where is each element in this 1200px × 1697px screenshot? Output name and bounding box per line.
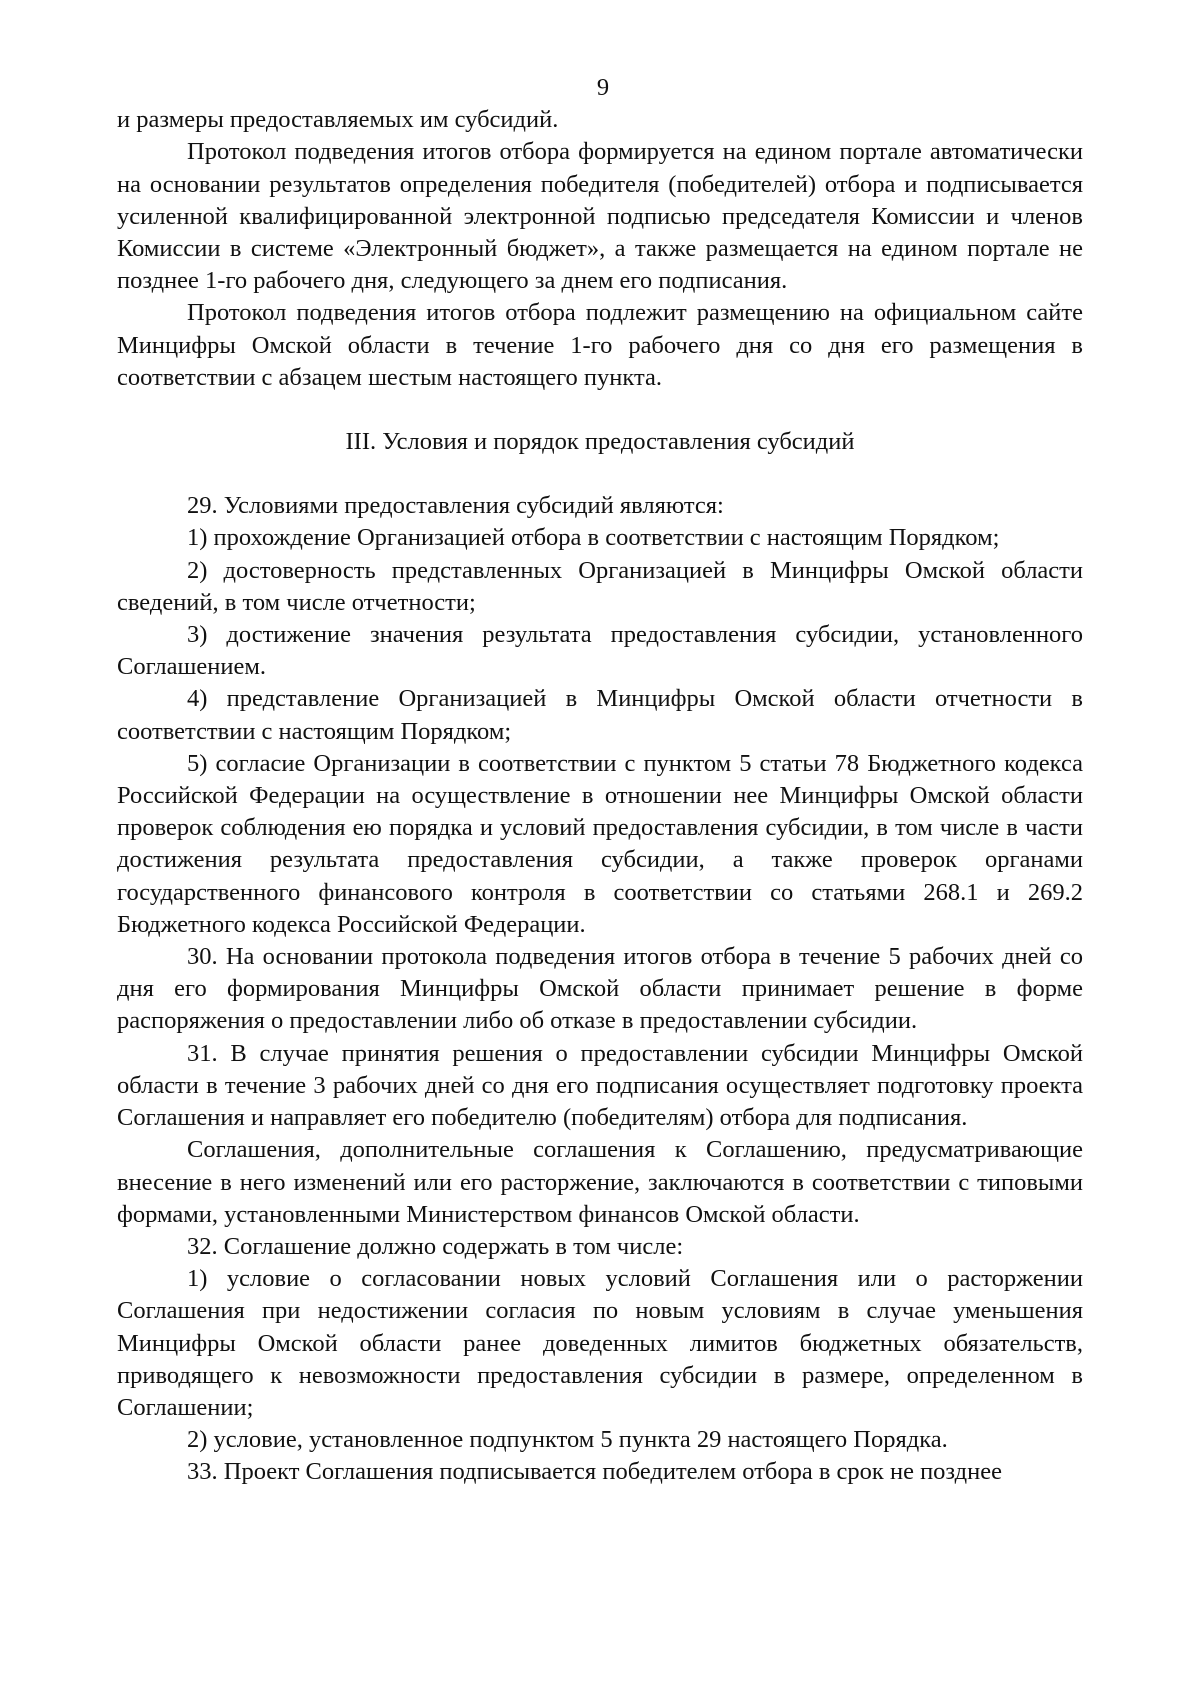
section-heading: III. Условия и порядок предоставления субсидий (345, 428, 855, 456)
paragraph: Протокол подведения итогов отбора подлежит размещению на официальном сайте Минцифры Омской области в течение 1-го рабочего дня со дня его размещения в соответствии с абзацем шестым настоящего пункта. (117, 299, 1083, 391)
paragraph: 2) достоверность представленных Организацией в Минцифры Омской области сведений, в том числе отчетности; (117, 556, 1083, 616)
document-page (117, 72, 1083, 1489)
paragraph: 1) условие о согласовании новых условий Соглашения или о расторжении Соглашения при недостижении согласия по новым условиям в случае уменьшения Минцифры Омской области ранее доведенных лимитов бюджетных обязательств, приводящего к невозможности предоставления субсидии в размере, определенном в Соглашении; (117, 1265, 1083, 1421)
paragraph: и размеры предоставляемых им субсидий. (117, 106, 559, 134)
paragraph: 2) условие, установленное подпунктом 5 пункта 29 настоящего Порядка. (187, 1426, 948, 1454)
paragraph: 5) согласие Организации в соответствии с пунктом 5 статьи 78 Бюджетного кодекса Российской Федерации на осуществление в отношении нее Минцифры Омской области проверок соблюдения ею порядка и условий предоставления субсидии, в том числе в части достижения результата предоставления субсидии, а также проверок органами государственного финансового контроля в соответствии со статьями 268.1 и 269.2 Бюджетного кодекса Российской Федерации. (117, 749, 1083, 938)
paragraph: 33. Проект Соглашения подписывается победителем отбора в срок не позднее (187, 1458, 1002, 1486)
paragraph: 32. Соглашение должно содержать в том числе: (187, 1232, 684, 1260)
bottom-paragraphs (117, 490, 1083, 1488)
paragraph: 31. В случае принятия решения о предоставлении субсидии Минцифры Омской области в течение 3 рабочих дней со дня его подписания осуществляет подготовку проекта Соглашения и направляет его победителю (победителям) отбора для подписания. (117, 1039, 1083, 1132)
paragraph: 29. Условиями предоставления субсидий являются: (187, 492, 724, 520)
top-paragraphs (117, 104, 1083, 394)
paragraph: 30. На основании протокола подведения итогов отбора в течение 5 рабочих дней со дня его формирования Минцифры Омской области принимает решение в форме распоряжения о предоставлении либо об отказе в предоставлении субсидии. (117, 943, 1083, 1035)
paragraph: 1) прохождение Организацией отбора в соответствии с настоящим Порядком; (187, 524, 1000, 552)
page-number: 9 (596, 74, 610, 101)
paragraph: 3) достижение значения результата предоставления субсидии, установленного Соглашением. (117, 621, 1083, 681)
paragraph: Протокол подведения итогов отбора формируется на едином портале автоматически на основании результатов определения победителя (победителей) отбора и подписывается усиленной квалифицированной электронной подписью председателя Комиссии и членов Комиссии в системе «Электронный бюджет», а также размещается на едином портале не позднее 1-го рабочего дня, следующего за днем его подписания. (117, 138, 1083, 295)
paragraph: Соглашения, дополнительные соглашения к Соглашению, предусматривающие внесение в него изменений или его расторжение, заключаются в соответствии с типовыми формами, установленными Министерством финансов Омской области. (117, 1136, 1083, 1228)
paragraph: 4) представление Организацией в Минцифры Омской области отчетности в соответствии с настоящим Порядком; (117, 685, 1083, 745)
